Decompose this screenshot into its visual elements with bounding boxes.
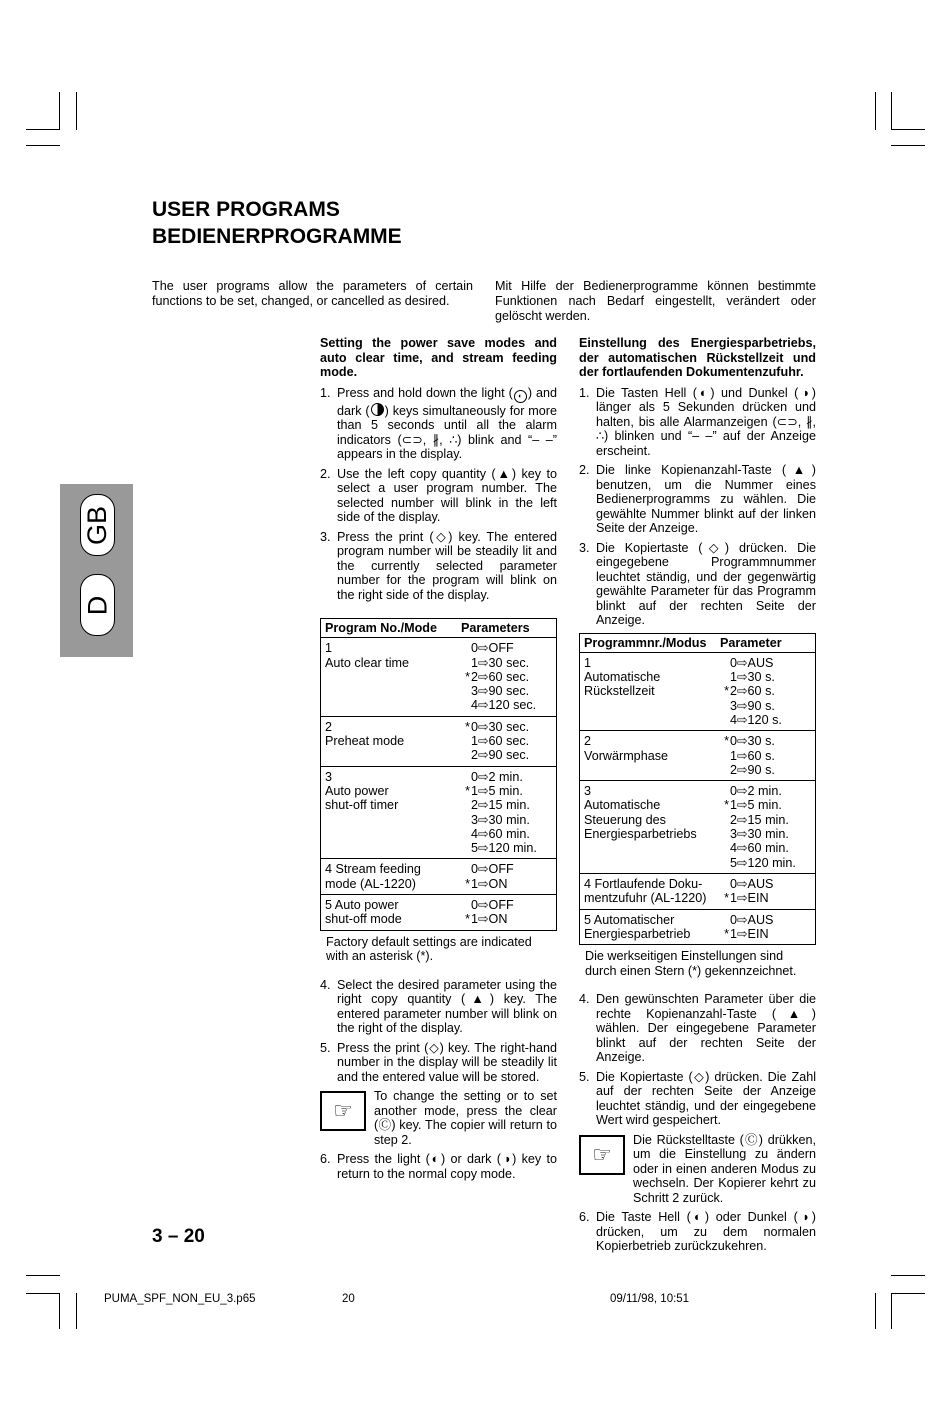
footer-filename: PUMA_SPF_NON_EU_3.p65 <box>104 1293 256 1305</box>
list-item: 6. Press the light (◐) or dark (◑) key to return to the normal copy mode. <box>320 1152 557 1181</box>
table-header: Programmnr./Modus <box>580 633 717 652</box>
table-row: 2 Preheat mode * 0⇨30 sec. 1⇨60 sec. 2⇨90 sec. <box>321 716 557 766</box>
list-item: 6. Die Taste Hell (◐) oder Dunkel (◑) drücken, um zu dem normalen Kopierbetrieb zurückzukehren. <box>579 1210 816 1254</box>
steps-en-b <box>320 978 557 1085</box>
section-heading-de: Einstellung des Energiesparbetriebs, der automatischen Rückstellzeit und der fortlaufenden Dokumentenzufuhr. <box>579 336 816 379</box>
page-number: 3 – 20 <box>152 1226 205 1247</box>
intro-de: Mit Hilfe der Bedienerprogramme können bestimmte Funktionen nach Bedarf eingestellt, verändert oder gelöscht werden. <box>495 279 816 323</box>
table-row: 1 Auto clear time 0⇨OFF 1⇨30 sec. * 2⇨60 sec. 3⇨90 sec. 4⇨120 sec. <box>321 638 557 716</box>
pointing-hand-icon: ☞ <box>320 1091 366 1131</box>
table-row: 4 Fortlaufende Doku- mentzufuhr (AL-1220) 0⇨AUS * 1⇨EIN <box>580 873 816 909</box>
steps-de-b <box>579 992 816 1128</box>
table-header-row <box>321 619 557 638</box>
page-title <box>152 196 402 250</box>
light-key-icon: ◐ <box>514 390 527 403</box>
hint-en: ☞ To change the setting or to set another mode, press the clear (Ⓒ) key. The copier will return to step 2. <box>320 1089 557 1147</box>
footer-datetime: 09/11/98, 10:51 <box>610 1293 690 1305</box>
language-tab-d: D <box>80 574 115 636</box>
list-item: 3. Die Kopiertaste (◇) drücken. Die eingegebene Programmnummer leuchtet ständig, und der gegenwärtig gewählte Parameter für das Programm blinkt auf der rechten Seite der Anzeige. <box>579 540 816 627</box>
table-header-row <box>580 633 816 652</box>
table-row: 3 Automatische Steuerung des Energiesparbetriebs 0⇨2 min. * 1⇨5 min. 2⇨15 min. 3⇨30 min. 4⇨60 min. 5⇨120 min. <box>580 781 816 874</box>
language-tab-gb: GB <box>80 494 115 556</box>
english-column <box>320 336 557 1186</box>
table-header: Parameters <box>457 619 557 638</box>
steps-en-c <box>320 1152 557 1181</box>
table-row: 2 Vorwärmphase * 0⇨30 s. 1⇨60 s. 2⇨90 s. <box>580 731 816 781</box>
table-note-de: Die werkseitigen Einstellungen sind durch einen Stern (*) gekennzeichnet. <box>585 949 797 978</box>
steps-en-a <box>320 386 557 603</box>
table-row: 5 Auto power shut-off mode 0⇨OFF * 1⇨ON <box>321 895 557 931</box>
title-de: BEDIENERPROGRAMME <box>152 225 402 248</box>
list-item: 5. Press the print (◇) key. The right-hand number in the display will be steadily lit and the entered value will be stored. <box>320 1040 557 1084</box>
list-item: 1. Die Tasten Hell (◐) und Dunkel (◑) länger als 5 Sekunden drücken und halten, bis alle Alarmanzeigen (⊂⊃, ∦, ∴) blinken und “– –” auf der Anzeige erscheint. <box>579 385 816 458</box>
list-item: 4. Den gewünschten Parameter über die rechte Kopienanzahl-Taste (▲) wählen. Der eingegebene Parameter blinkt auf der rechten Seite der Anzeige. <box>579 992 816 1065</box>
german-column <box>579 336 816 1259</box>
table-note-en: Factory default settings are indicated with an asterisk (*). <box>326 934 532 964</box>
footer-page: 20 <box>342 1293 355 1305</box>
table-row: 3 Auto power shut-off timer 0⇨2 min. * 1⇨5 min. 2⇨15 min. 3⇨30 min. 4⇨60 min. 5⇨120 min. <box>321 766 557 859</box>
table-row: 5 Automatischer Energiesparbetrieb 0⇨AUS * 1⇨EIN <box>580 909 816 945</box>
parameter-table-en <box>320 618 557 931</box>
language-side-tab <box>60 484 133 657</box>
parameter-table-de <box>579 633 816 946</box>
steps-de-c <box>579 1210 816 1254</box>
list-item: 5. Die Kopiertaste (◇) drücken. Die Zahl auf der rechten Seite der Anzeige leuchtet ständig, und der eingegebene Wert wird gespeichert. <box>579 1069 816 1128</box>
section-heading-en: Setting the power save modes and auto clear time, and stream feeding mode. <box>320 336 557 379</box>
table-row: 1 Automatische Rückstellzeit 0⇨AUS 1⇨30 s. * 2⇨60 s. 3⇨90 s. 4⇨120 s. <box>580 652 816 730</box>
list-item: 1. Press and hold down the light ( ◐ ) and dark ( ) keys simultaneously for more than 5 seconds until all the alarm indicators (⊂⊃, ∦, ∴) blink and “– –” appears in the display. <box>320 385 557 461</box>
hint-de: ☞ Die Rückstelltaste (Ⓒ) drükken, um die Einstellung zu ändern oder in einen anderen Modus zu wechseln. Der Kopierer kehrt zu Schritt 2 zurück. <box>579 1133 816 1206</box>
dark-key-icon <box>371 403 384 416</box>
intro-en: The user programs allow the parameters of certain functions to be set, changed, or cancelled as desired. <box>152 279 473 308</box>
table-header: Parameter <box>716 633 816 652</box>
title-en: USER PROGRAMS <box>152 198 340 221</box>
table-header: Program No./Mode <box>321 619 458 638</box>
list-item: 4. Select the desired parameter using the right copy quantity (▲) key. The entered parameter number will blink on the right of the display. <box>320 977 557 1036</box>
pointing-hand-icon: ☞ <box>579 1135 625 1175</box>
steps-de-a <box>579 386 816 628</box>
table-row: 4 Stream feeding mode (AL-1220) 0⇨OFF * 1⇨ON <box>321 859 557 895</box>
list-item: 3. Press the print (◇) key. The entered program number will be steadily lit and the currently selected parameter number for the program will blink on the right side of the display. <box>320 529 557 602</box>
list-item: 2. Die linke Kopienanzahl-Taste (▲) benutzen, um die Nummer eines Bedienerprogramms zu wählen. Die gewählte Nummer blinkt auf der linken Seite der Anzeige. <box>579 463 816 535</box>
list-item: 2. Use the left copy quantity (▲) key to select a user program number. The selected number will blink in the left side of the display. <box>320 466 557 524</box>
